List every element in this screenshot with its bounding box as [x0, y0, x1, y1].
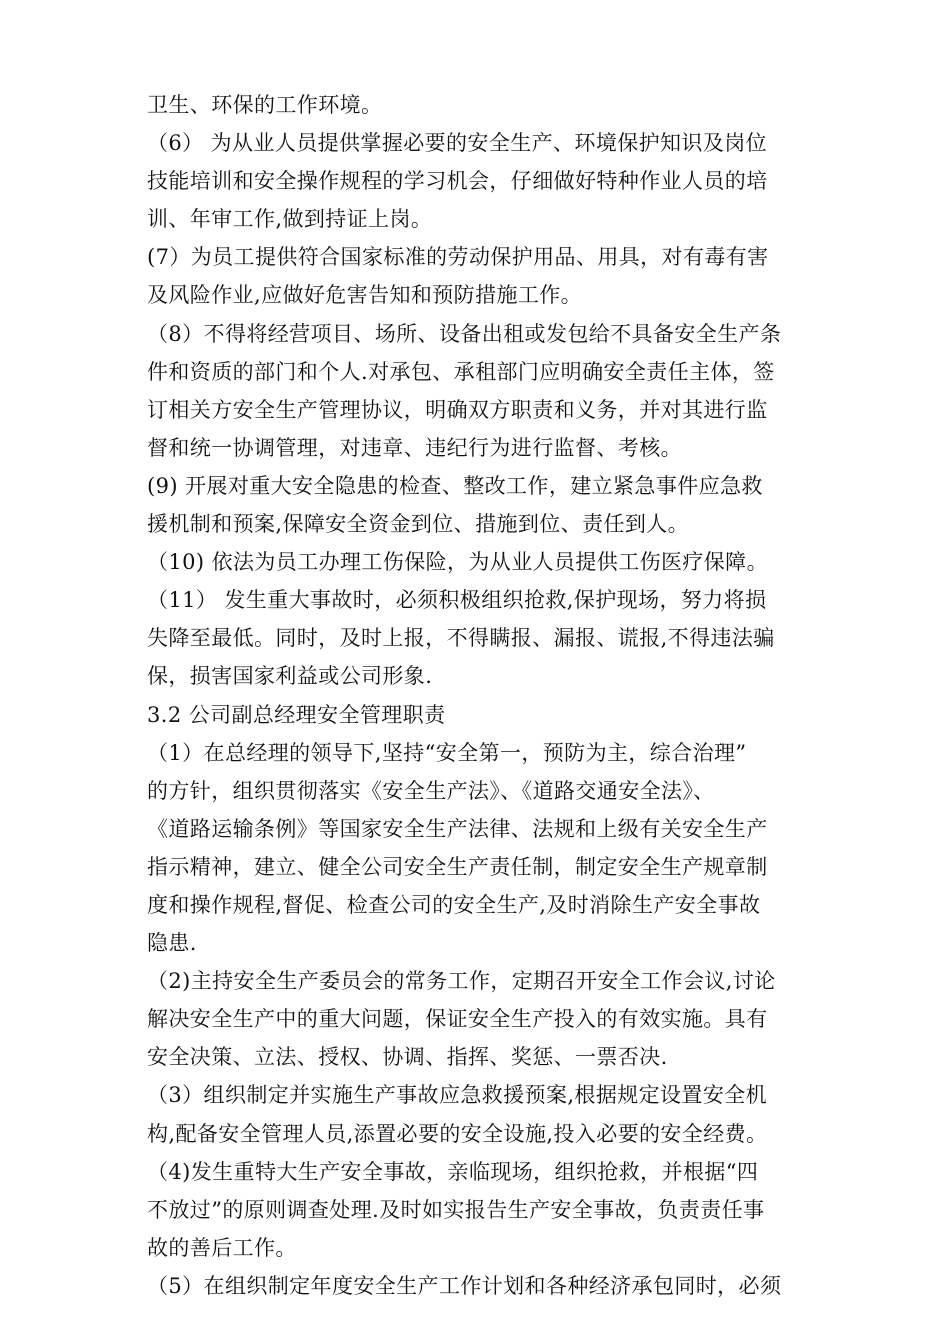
- text-line: 安全决策、立法、授权、协调、指挥、奖惩、一票否决.: [147, 1045, 668, 1070]
- text-line: 援机制和预案,保障安全资金到位、措施到位、责任到人。: [147, 512, 690, 537]
- text-line: （2)主持安全生产委员会的常务工作，定期召开安全工作会议,讨论: [147, 969, 776, 994]
- text-line: 失降至最低。同时，及时上报，不得瞒报、漏报、谎报,不得违法骗: [147, 626, 775, 651]
- text-line: 的方针，组织贯彻落实《安全生产法》、《道路交通安全法》、: [147, 778, 715, 803]
- text-line: 及风险作业,应做好危害告知和预防措施工作。: [147, 283, 583, 308]
- text-line: 订相关方安全生产管理协议，明确双方职责和义务，并对其进行监: [147, 397, 768, 422]
- text-line: （10) 依法为员工办理工伤保险，为从业人员提供工伤医疗保障。: [147, 550, 768, 575]
- text-line: 卫生、环保的工作环境。: [147, 93, 383, 117]
- text-line: 指示精神，建立、健全公司安全生产责任制，制定安全生产规章制: [147, 854, 768, 879]
- text-line: 不放过”的原则调查处理.及时如实报告生产安全事故，负责责任事: [147, 1197, 765, 1222]
- text-line: 督和统一协调管理，对违章、违纪行为进行监督、考核。: [147, 435, 682, 460]
- text-line: (9) 开展对重大安全隐患的检查、整改工作，建立紧急事件应急救: [147, 473, 763, 498]
- body-text: [147, 86, 812, 1305]
- text-line: (7）为员工提供符合国家标准的劳动保护用品、用具，对有毒有害: [147, 245, 769, 270]
- text-line: 解决安全生产中的重大问题，保证安全生产投入的有效实施。具有: [147, 1007, 768, 1032]
- text-line: （3）组织制定并实施生产事故应急救援预案,根据规定设置安全机: [147, 1083, 768, 1108]
- section-heading: 3.2 公司副总经理安全管理职责: [147, 702, 446, 727]
- text-line: 技能培训和安全操作规程的学习机会，仔细做好特种作业人员的培: [147, 169, 768, 194]
- text-line: 《道路运输条例》等国家安全生产法律、法规和上级有关安全生产: [147, 816, 768, 841]
- text-line: （1）在总经理的领导下,坚持“安全第一，预防为主，综合治理”: [147, 740, 747, 765]
- text-line: （8）不得将经营项目、场所、设备出租或发包给不具备安全生产条: [147, 321, 782, 346]
- text-line: 件和资质的部门和个人.对承包、承租部门应明确安全责任主体，签: [147, 359, 775, 384]
- text-line: 训、年审工作,做到持证上岗。: [147, 207, 433, 232]
- text-line: （11） 发生重大事故时，必须积极组织抢救,保护现场，努力将损: [147, 588, 767, 613]
- text-line: 构,配备安全管理人员,添置必要的安全设施,投入必要的安全经费。: [147, 1121, 768, 1146]
- text-line: 故的善后工作。: [147, 1235, 297, 1260]
- text-line: （6） 为从业人员提供掌握必要的安全生产、环境保护知识及岗位: [147, 131, 768, 156]
- text-line: （5）在组织制定年度安全生产工作计划和各种经济承包同时，必须: [147, 1273, 782, 1298]
- text-line: 度和操作规程,督促、检查公司的安全生产,及时消除生产安全事故: [147, 892, 761, 917]
- text-line: 隐患.: [147, 931, 197, 956]
- text-line: 保，损害国家利益或公司形象.: [147, 664, 433, 689]
- text-line: （4)发生重特大生产安全事故，亲临现场，组织抢救，并根据“四: [147, 1159, 759, 1184]
